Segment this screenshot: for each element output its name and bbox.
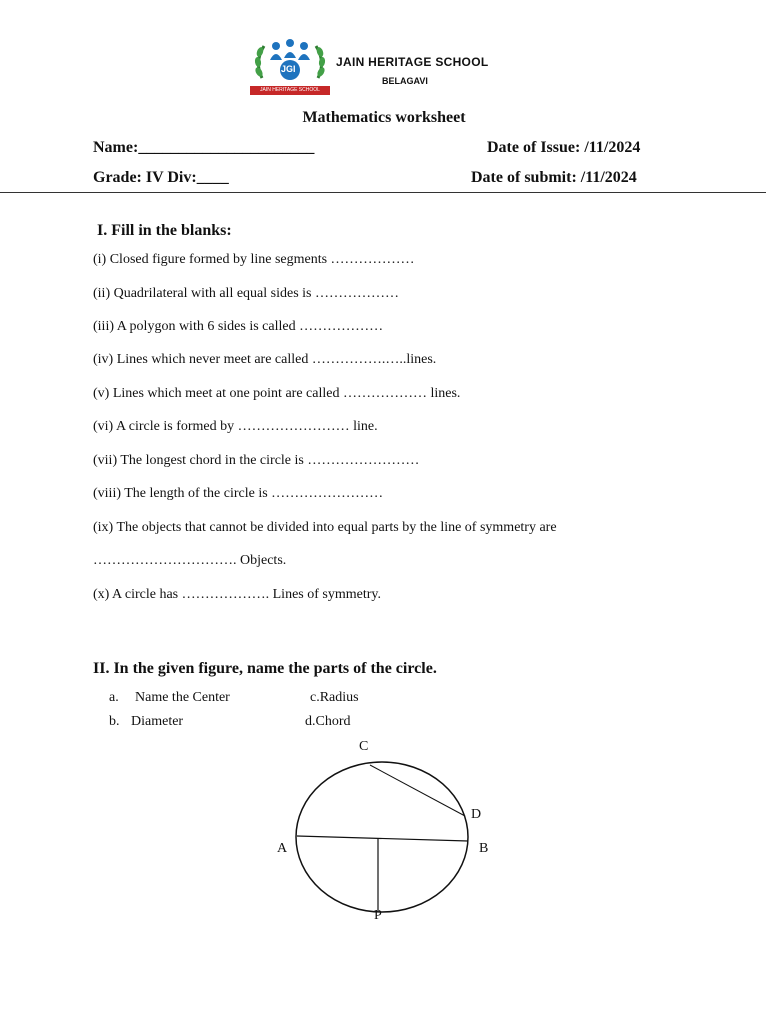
option-b-marker: b. (109, 714, 120, 729)
logo-ribbon-text: JAIN HERITAGE SCHOOL (260, 87, 320, 93)
question-2: (ii) Quadrilateral with all equal sides is ……………… (93, 286, 399, 301)
question-4: (iv) Lines which never meet are called …………….…..lines. (93, 352, 437, 367)
question-3: (iii) A polygon with 6 sides is called ……………… (93, 319, 384, 334)
name-field-label: Name:______________________ (93, 139, 315, 156)
school-name: JAIN HERITAGE SCHOOL (336, 55, 489, 69)
question-5: (v) Lines which meet at one point are called ……………… lines. (93, 386, 461, 401)
question-9-continued: …………………………. Objects. (93, 553, 287, 568)
section2-heading: II. In the given figure, name the parts of the circle. (93, 660, 437, 677)
label-d: D (471, 807, 482, 822)
question-7: (vii) The longest chord in the circle is …………………… (93, 453, 420, 468)
label-b: B (479, 841, 489, 856)
date-of-submit: Date of submit: /11/2024 (471, 169, 637, 186)
school-city: BELAGAVI (382, 76, 428, 86)
question-9: (ix) The objects that cannot be divided into equal parts by the line of symmetry are (93, 520, 557, 535)
diameter-line-ab (297, 836, 468, 841)
option-b-text: Diameter (131, 714, 184, 729)
label-p: P (374, 908, 382, 923)
question-8: (viii) The length of the circle is …………………… (93, 486, 384, 501)
question-1: (i) Closed figure formed by line segments ……………… (93, 252, 415, 267)
option-a-marker: a. (109, 690, 119, 705)
school-logo (250, 38, 330, 98)
option-d-text: d.Chord (305, 714, 351, 729)
circle-figure (270, 735, 500, 925)
grade-division-label: Grade: IV Div:____ (93, 169, 229, 186)
option-a-text: Name the Center (135, 690, 230, 705)
logo-monogram: JGI (281, 64, 296, 74)
header-divider (0, 192, 766, 193)
label-c: C (359, 739, 369, 754)
question-6: (vi) A circle is formed by …………………… line. (93, 419, 378, 434)
section1-heading: I. Fill in the blanks: (97, 222, 232, 239)
chord-line-cd (370, 765, 465, 816)
question-10: (x) A circle has ………………. Lines of symmetry. (93, 587, 381, 602)
date-of-issue: Date of Issue: /11/2024 (487, 139, 641, 156)
label-a: A (277, 841, 288, 856)
worksheet-title: Mathematics worksheet (302, 109, 466, 126)
option-c-text: c.Radius (310, 690, 359, 705)
